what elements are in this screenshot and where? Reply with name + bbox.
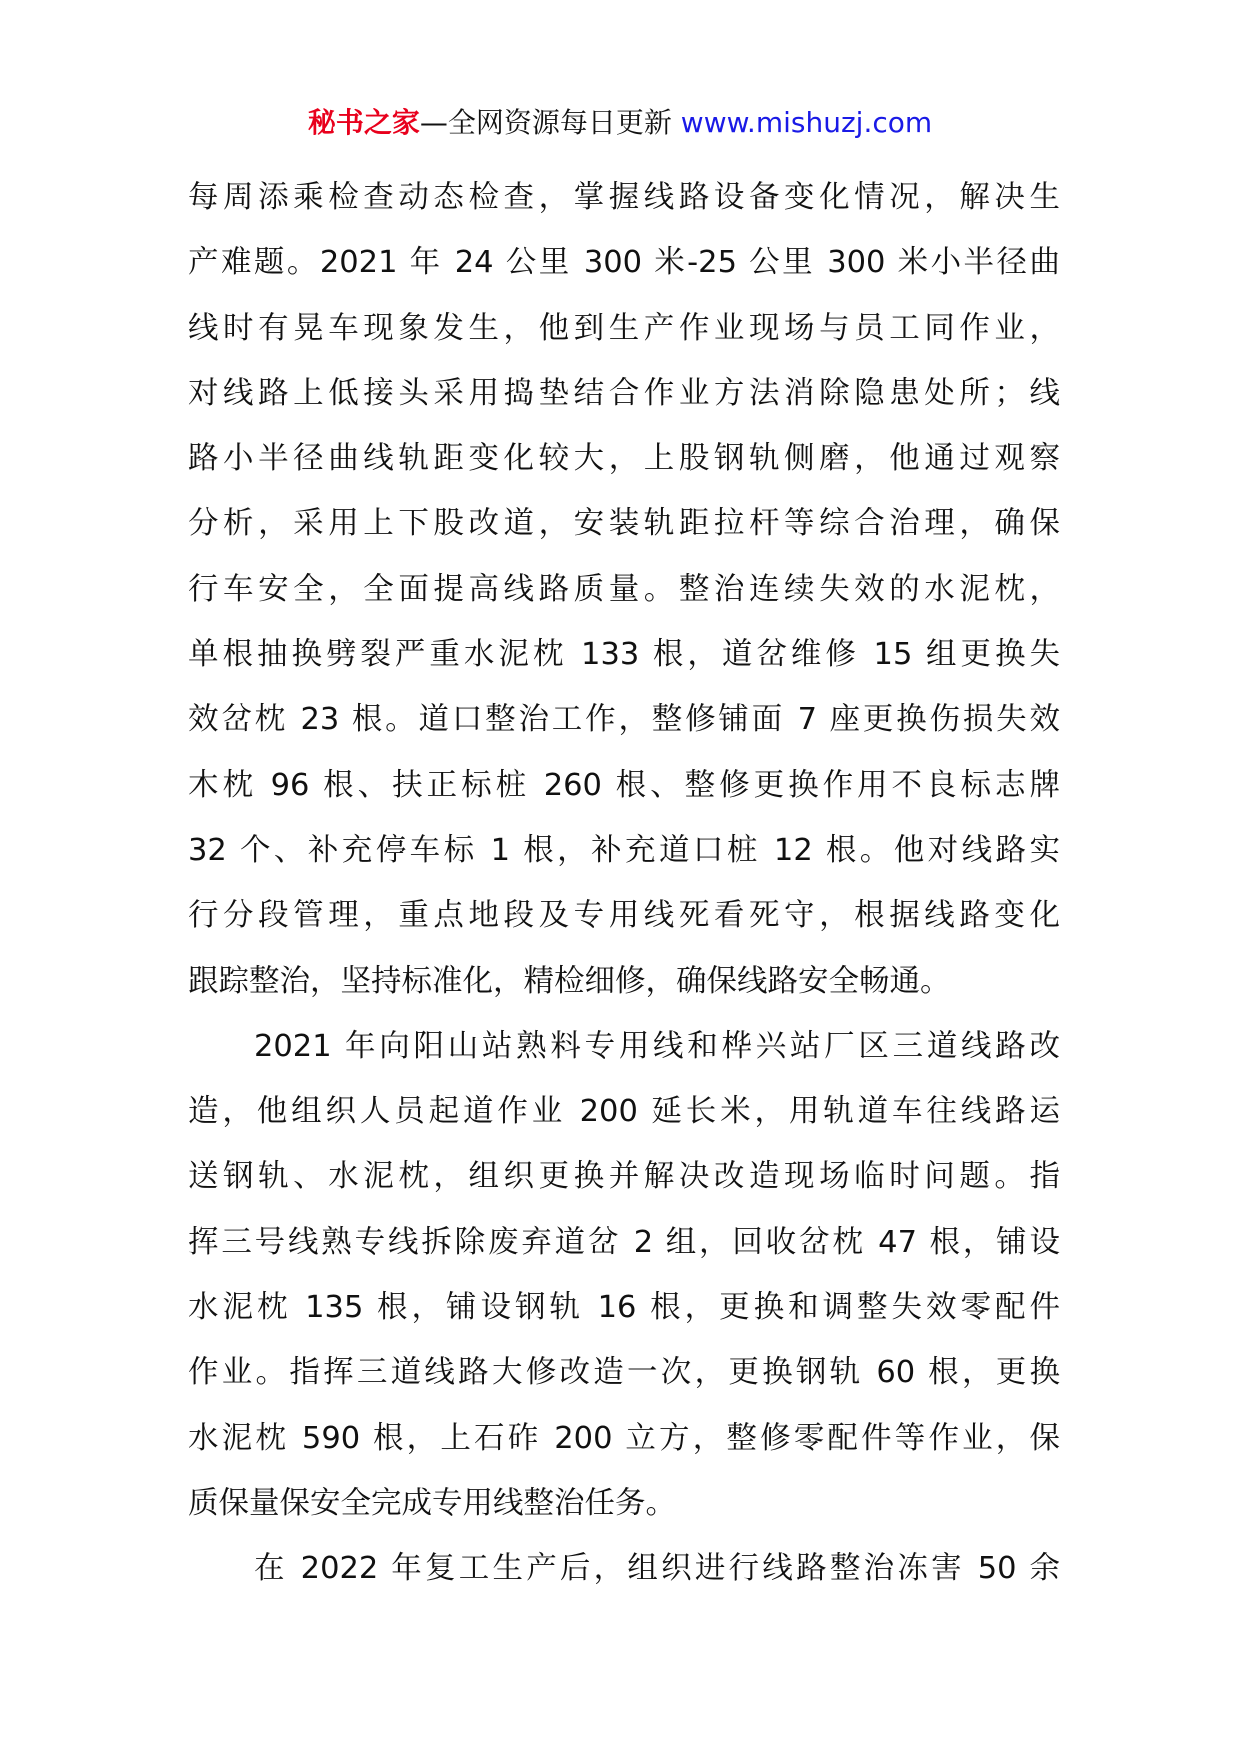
text-line: 对线路上低接头采用捣垫结合作业方法消除隐患处所；线 [188, 375, 1060, 411]
text-line: 路小半径曲线轨距变化较大，上股钢轨侧磨，他通过观察 [188, 441, 1060, 477]
text-line: 送钢轨、水泥枕，组织更换并解决改造现场临时问题。指 [188, 1159, 1060, 1195]
paragraph-3 [188, 1536, 1060, 1601]
text-line: 产难题。2021 年 24 公里 300 米-25 公里 300 米小半径曲 [188, 245, 1060, 281]
paragraph-1 [188, 165, 1060, 1014]
text-line: 跟踪整治，坚持标准化，精检细修，确保线路安全畅通。 [188, 963, 951, 999]
page-header [0, 103, 1240, 143]
text-line: 木枕 96 根、扶正标桩 260 根、整修更换作用不良标志牌 [188, 767, 1060, 803]
text-line: 在 2022 年复工生产后，组织进行线路整治冻害 50 余 [254, 1551, 1060, 1587]
text-line: 2021 年向阳山站熟料专用线和桦兴站厂区三道线路改 [254, 1028, 1060, 1064]
text-line: 32 个、补充停车标 1 根，补充道口桩 12 根。他对线路实 [188, 832, 1060, 868]
text-line: 造，他组织人员起道作业 200 延长米，用轨道车往线路运 [188, 1094, 1060, 1130]
body-text [188, 165, 1060, 1602]
text-line: 分析，采用上下股改道，安装轨距拉杆等综合治理，确保 [188, 506, 1060, 542]
brand-name: 秘书之家 [307, 106, 420, 139]
text-line: 水泥枕 135 根，铺设钢轨 16 根，更换和调整失效零配件 [188, 1290, 1060, 1326]
text-line: 行分段管理，重点地段及专用线死看死守，根据线路变化 [188, 898, 1060, 934]
header-tagline: —全网资源每日更新 [419, 106, 672, 139]
text-line: 水泥枕 590 根，上石砟 200 立方，整修零配件等作业，保 [188, 1420, 1060, 1456]
text-line: 每周添乘检查动态检查，掌握线路设备变化情况，解决生 [188, 180, 1060, 215]
text-line: 质保量保安全完成专用线整治任务。 [188, 1485, 676, 1521]
text-line: 挥三号线熟专线拆除废弃道岔 2 组，回收岔枕 47 根，铺设 [188, 1224, 1060, 1260]
paragraph-2 [188, 1014, 1060, 1536]
site-url-link[interactable]: www.mishuzj.com [680, 106, 933, 139]
text-line: 线时有晃车现象发生，他到生产作业现场与员工同作业， [188, 310, 1060, 346]
text-line: 行车安全，全面提高线路质量。整治连续失效的水泥枕， [188, 571, 1060, 607]
text-line: 作业。指挥三道线路大修改造一次，更换钢轨 60 根，更换 [188, 1355, 1060, 1391]
text-line: 单根抽换劈裂严重水泥枕 133 根，道岔维修 15 组更换失 [188, 637, 1060, 673]
text-line: 效岔枕 23 根。道口整治工作，整修铺面 7 座更换伤损失效 [188, 702, 1060, 738]
